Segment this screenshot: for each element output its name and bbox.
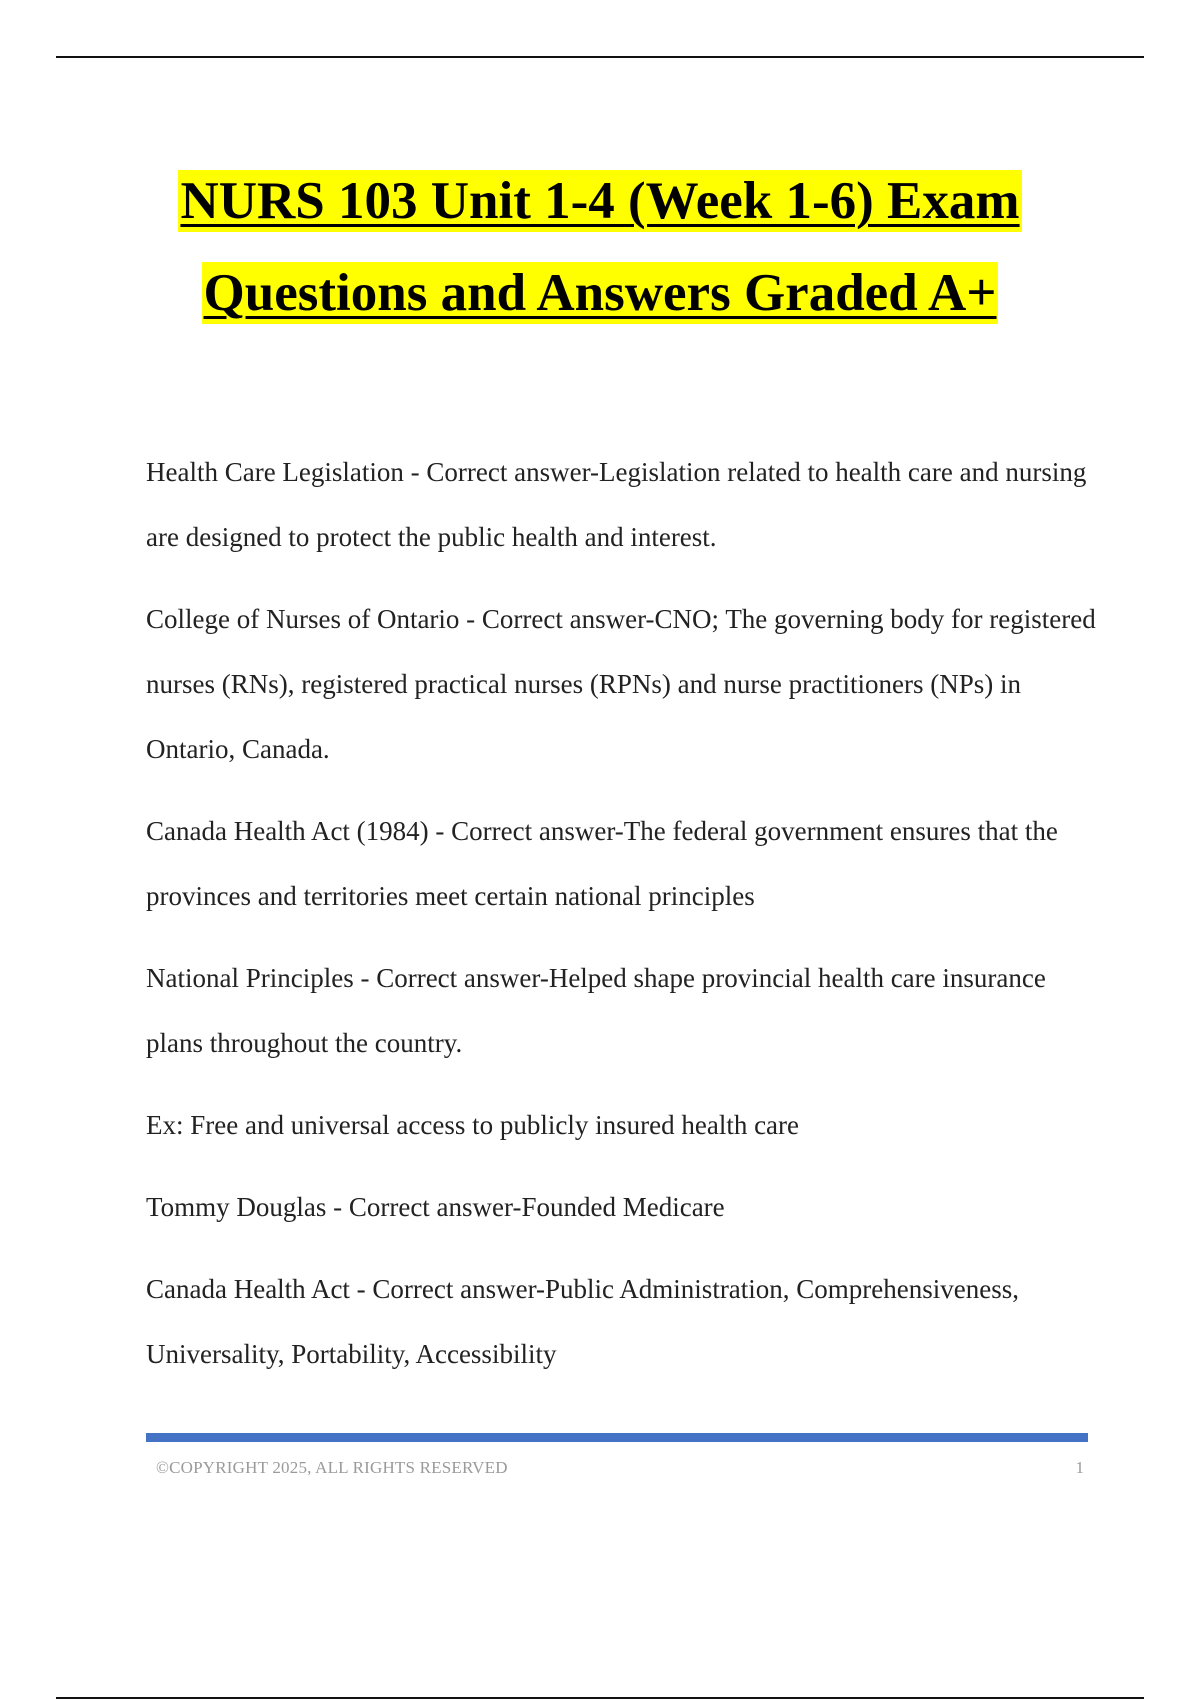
footer-copyright: ©COPYRIGHT 2025, ALL RIGHTS RESERVED (156, 1458, 508, 1477)
top-rule (56, 56, 1144, 58)
title-line-2: Questions and Answers Graded A+ (203, 264, 997, 322)
entry-canada-health-act-1984: Canada Health Act (1984) - Correct answer-The federal government ensures that the provinces and territories meet certain national principles (146, 816, 1058, 911)
entry-canada-health-act: Canada Health Act - Correct answer-Public Administration, Comprehensiveness, Universality, Portability, Accessibility (146, 1274, 1020, 1369)
entry-tommy-douglas: Tommy Douglas - Correct answer-Founded Medicare (146, 1192, 725, 1222)
page-number: 1 (1075, 1458, 1084, 1477)
document-body (146, 440, 1096, 1404)
document-title (0, 168, 1200, 352)
title-line-1: NURS 103 Unit 1-4 (Week 1-6) Exam (180, 172, 1020, 230)
entry-health-care-legislation: Health Care Legislation - Correct answer-Legislation related to health care and nursing are designed to protect the public health and interest. (146, 457, 1087, 552)
entry-national-principles: National Principles - Correct answer-Helped shape provincial health care insurance plans throughout the country. (146, 963, 1046, 1058)
entry-example: Ex: Free and universal access to publicly insured health care (146, 1110, 800, 1140)
entry-college-of-nurses: College of Nurses of Ontario - Correct answer-CNO; The governing body for registered nurses (RNs), registered practical nurses (RPNs) and nurse practitioners (NPs) in Ontario, Canada. (146, 604, 1096, 764)
footer-bar (146, 1433, 1088, 1442)
bottom-rule (56, 1697, 1144, 1699)
